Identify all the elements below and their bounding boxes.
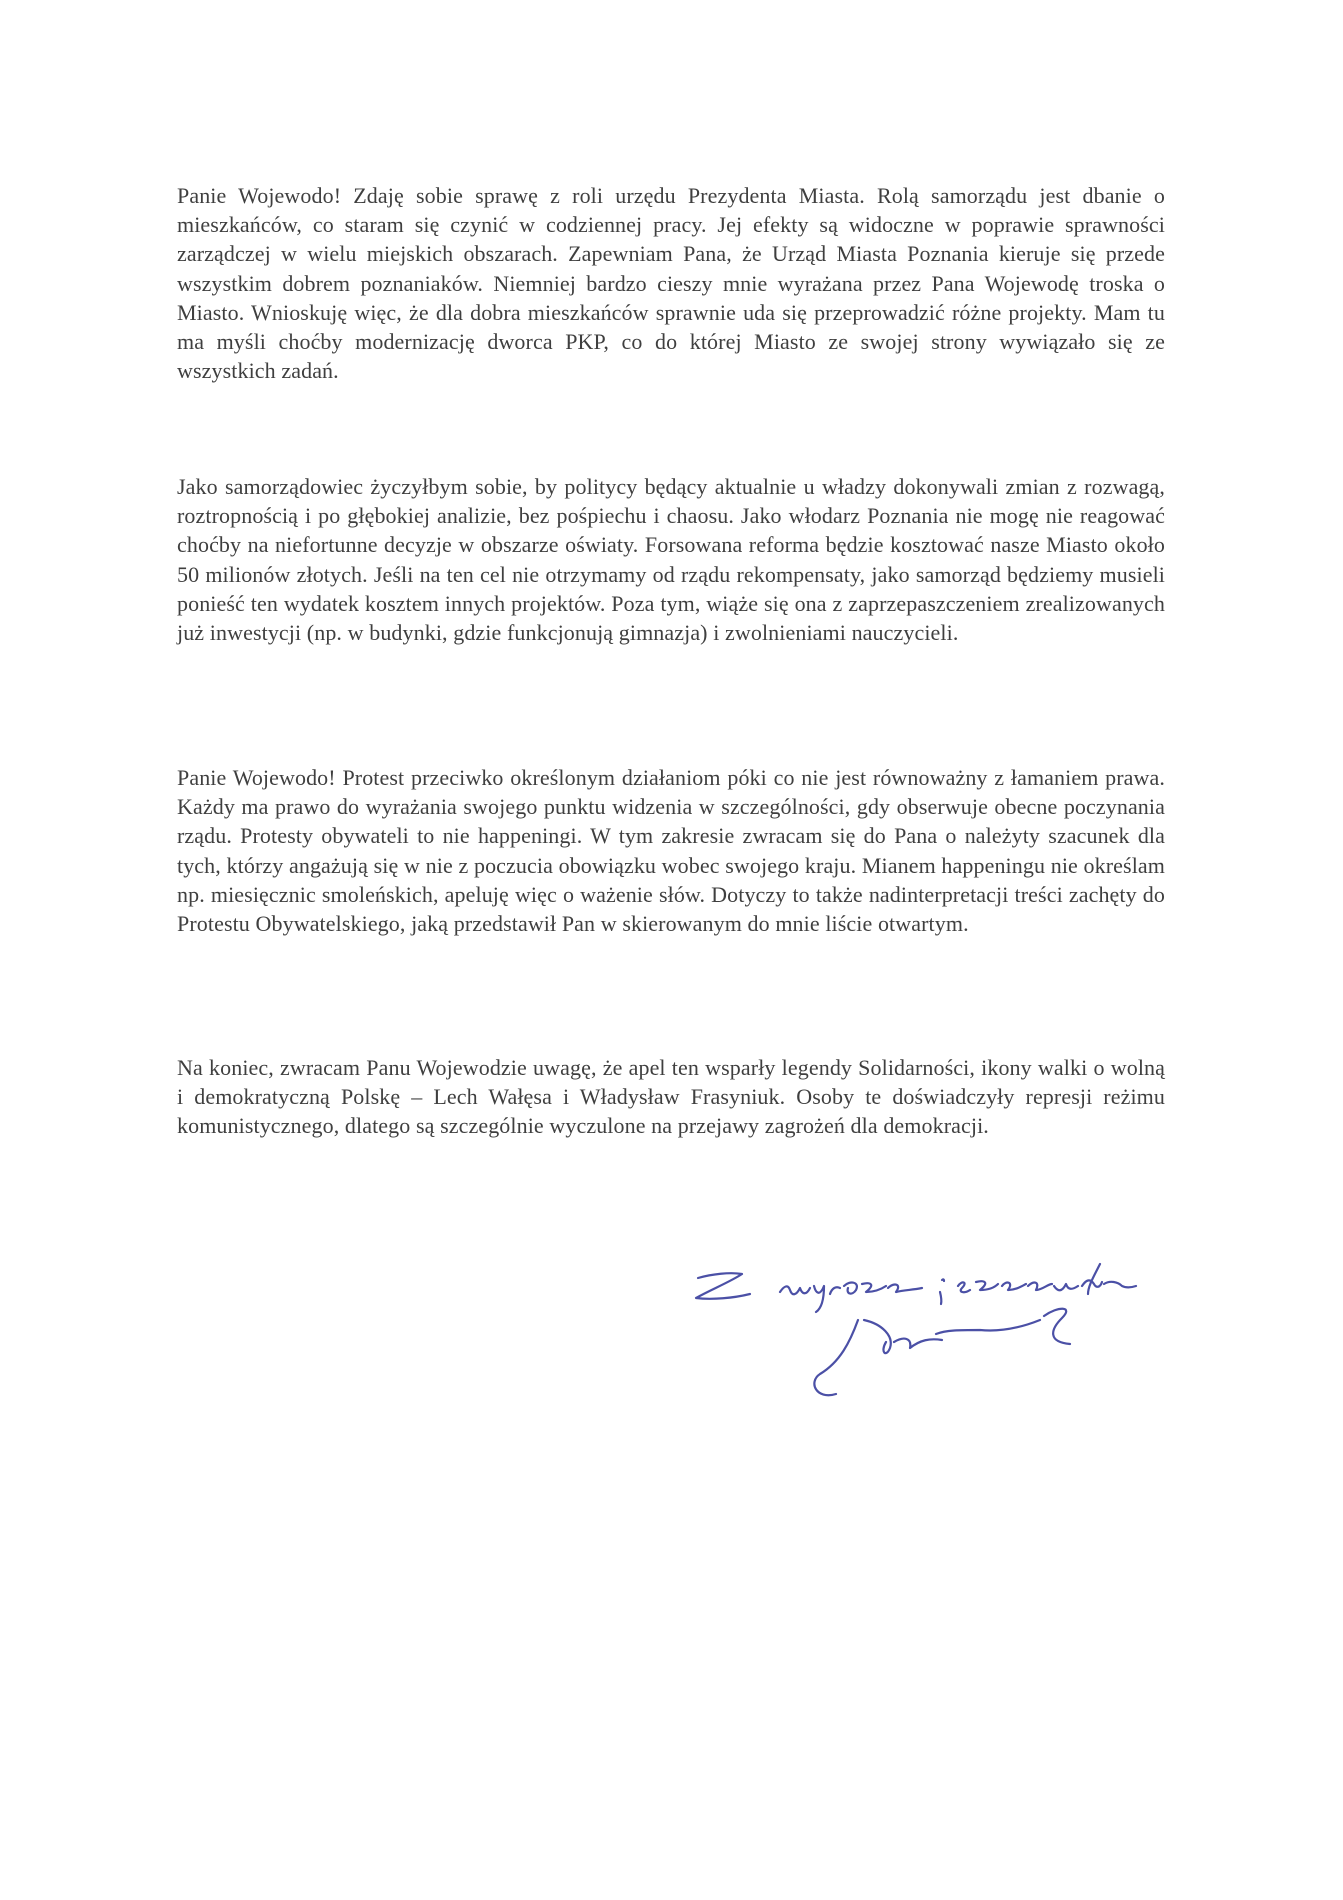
handwritten-signature [690,1250,1240,1430]
letter-paragraph: Panie Wojewodo! Zdaję sobie sprawę z roli urzędu Prezydenta Miasta. Rolą samorządu jest dbanie o mieszkańców, co staram się czynić w codziennej pracy. Jej efekty są widoczne w poprawie sprawności zarządczej w wielu miejskich obszarach. Zapewniam Pana, że Urząd Miasta Poznania kieruje się przede wszystkim dobrem poznaniaków. Niemniej bardzo cieszy mnie wyrażana przez Pana Wojewodę troska o Miasto. Wnioskuję więc, że dla dobra mieszkańców sprawnie uda się przeprowadzić różne projekty. Mam tu ma myśli choćby modernizację dworca PKP, co do której Miasto ze swojej strony wywiązało się ze wszystkich zadań. [177,183,1165,384]
signature-scrawl [814,1309,1070,1395]
closing-word-wyrazami [780,1283,922,1312]
closing-word-szacunku [958,1264,1136,1294]
closing-letter-i [940,1292,941,1304]
letter-paragraph: Panie Wojewodo! Protest przeciwko określonym działaniom póki co nie jest równoważny z łamaniem prawa. Każdy ma prawo do wyrażania swojego punktu widzenia w szczególności, gdy obserwuje obecne poczynania rządu. Protesty obywateli to nie happeningi. W tym zakresie zwracam się do Pana o należyty szacunek dla tych, którzy angażują się w nie z poczucia obowiązku wobec swojego kraju. Mianem happeningu nie określam np. miesięcznic smoleńskich, apeluję więc o ważenie słów. Dotyczy to także nadinterpretacji treści zachęty do Protestu Obywatelskiego, jaką przedstawił Pan w skierowanym do mnie liście otwartym. [177,765,1165,937]
closing-letter-z [696,1273,750,1299]
letter-paragraph: Jako samorządowiec życzyłbym sobie, by politycy będący aktualnie u władzy dokonywali zmian z rozwagą, roztropnością i po głębokiej analizie, bez pośpiechu i chaosu. Jako włodarz Poznania nie mogę nie reagować choćby na niefortunne decyzje w obszarze oświaty. Forsowana reforma będzie kosztować nasze Miasto około 50 milionów złotych. Jeśli na ten cel nie otrzymamy od rządu rekompensaty, jako samorząd będziemy musieli ponieść ten wydatek kosztem innych projektów. Poza tym, wiąże się ona z zaprzepaszczeniem zrealizowanych już inwestycji (np. w budynki, gdzie funkcjonują gimnazja) i zwolnieniami nauczycieli. [177,474,1165,646]
signature-drawing [690,1250,1240,1430]
letter-paragraph: Na koniec, zwracam Panu Wojewodzie uwagę, że apel ten wsparły legendy Solidarności, ikony walki o wolną i demokratyczną Polskę – Lech Wałęsa i Władysław Frasyniuk. Osoby te doświadczyły represji reżimu komunistycznego, dlatego są szczególnie wyczulone na przejawy zagrożeń dla demokracji. [177,1055,1165,1139]
closing-dot [942,1279,944,1281]
